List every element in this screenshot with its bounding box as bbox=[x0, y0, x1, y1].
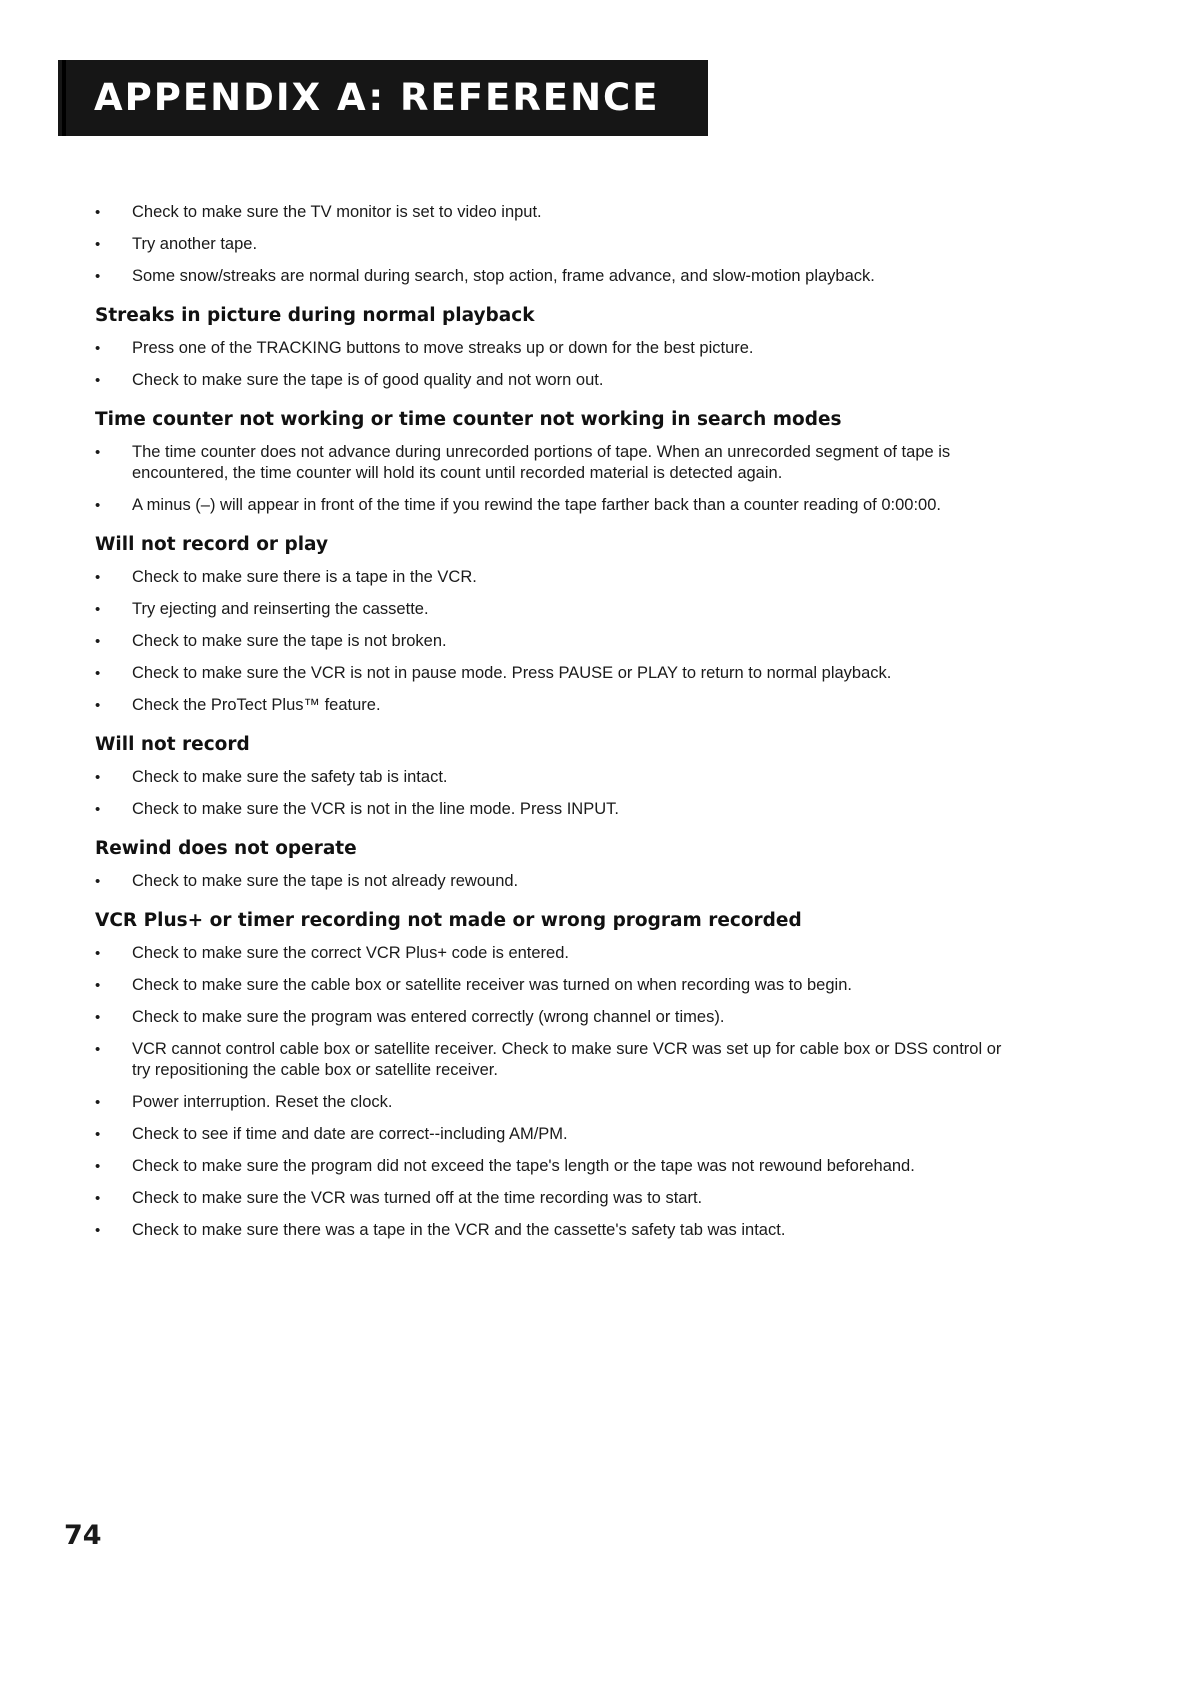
section-heading: Streaks in picture during normal playback bbox=[95, 305, 535, 326]
list-item: • Check to make sure the program was entered correctly (wrong channel or times). bbox=[95, 1007, 1005, 1028]
list-item: • Try another tape. bbox=[95, 234, 1005, 255]
list-item: • Press one of the TRACKING buttons to move streaks up or down for the best picture. bbox=[95, 338, 1005, 359]
section-heading: VCR Plus+ or timer recording not made or wrong program recorded bbox=[95, 910, 802, 931]
page-title: APPENDIX A: REFERENCE bbox=[94, 76, 660, 119]
section-list bbox=[95, 943, 1005, 1241]
list-item: • Check the ProTect Plus™ feature. bbox=[95, 695, 1005, 716]
list-item: • Check to make sure the VCR is not in pause mode. Press PAUSE or PLAY to return to normal playback. bbox=[95, 663, 1005, 684]
list-item: • Try ejecting and reinserting the cassette. bbox=[95, 599, 1005, 620]
list-item: • Check to make sure there is a tape in the VCR. bbox=[95, 567, 1005, 588]
list-item: • The time counter does not advance during unrecorded portions of tape. When an unrecorded segment of tape is encountered, the time counter will hold its count until recorded material is detected again. bbox=[95, 442, 1005, 484]
section-list bbox=[95, 871, 1005, 892]
intro-list bbox=[95, 202, 1005, 287]
section-heading: Rewind does not operate bbox=[95, 838, 357, 859]
list-item: • Check to make sure the tape is not already rewound. bbox=[95, 871, 1005, 892]
list-item: • Check to make sure there was a tape in the VCR and the cassette's safety tab was intact. bbox=[95, 1220, 1005, 1241]
list-item: • VCR cannot control cable box or satellite receiver. Check to make sure VCR was set up for cable box or DSS control or try repositioning the cable box or satellite receiver. bbox=[95, 1039, 1005, 1081]
list-item: • Check to make sure the correct VCR Plus+ code is entered. bbox=[95, 943, 1005, 964]
section-rewind bbox=[95, 837, 1005, 892]
header-banner-accent bbox=[62, 60, 66, 136]
list-item: • Check to make sure the tape is of good quality and not worn out. bbox=[95, 370, 1005, 391]
list-item: • Check to make sure the VCR is not in the line mode. Press INPUT. bbox=[95, 799, 1005, 820]
section-list bbox=[95, 338, 1005, 391]
list-item: • Check to make sure the VCR was turned off at the time recording was to start. bbox=[95, 1188, 1005, 1209]
section-will-not-record bbox=[95, 733, 1005, 820]
list-item: • A minus (–) will appear in front of the time if you rewind the tape farther back than a counter reading of 0:00:00. bbox=[95, 495, 1005, 516]
section-list bbox=[95, 567, 1005, 716]
list-item: • Check to see if time and date are correct--including AM/PM. bbox=[95, 1124, 1005, 1145]
section-list bbox=[95, 442, 1005, 516]
section-streaks bbox=[95, 304, 1005, 391]
section-heading: Will not record or play bbox=[95, 534, 329, 555]
section-list bbox=[95, 767, 1005, 820]
list-item: • Power interruption. Reset the clock. bbox=[95, 1092, 1005, 1113]
list-item: • Check to make sure the program did not exceed the tape's length or the tape was not rewound beforehand. bbox=[95, 1156, 1005, 1177]
section-will-not-record-or-play bbox=[95, 533, 1005, 716]
section-time-counter bbox=[95, 408, 1005, 516]
section-vcr-plus bbox=[95, 909, 1005, 1241]
page-number: 74 bbox=[64, 1520, 102, 1551]
list-item: • Check to make sure the TV monitor is set to video input. bbox=[95, 202, 1005, 223]
list-item: • Check to make sure the cable box or satellite receiver was turned on when recording was to begin. bbox=[95, 975, 1005, 996]
list-item: • Check to make sure the safety tab is intact. bbox=[95, 767, 1005, 788]
section-heading: Will not record bbox=[95, 734, 250, 755]
list-item: • Check to make sure the tape is not broken. bbox=[95, 631, 1005, 652]
section-heading: Time counter not working or time counter not working in search modes bbox=[95, 409, 842, 430]
document-body bbox=[95, 202, 1005, 1252]
list-item: • Some snow/streaks are normal during search, stop action, frame advance, and slow-motion playback. bbox=[95, 266, 1005, 287]
